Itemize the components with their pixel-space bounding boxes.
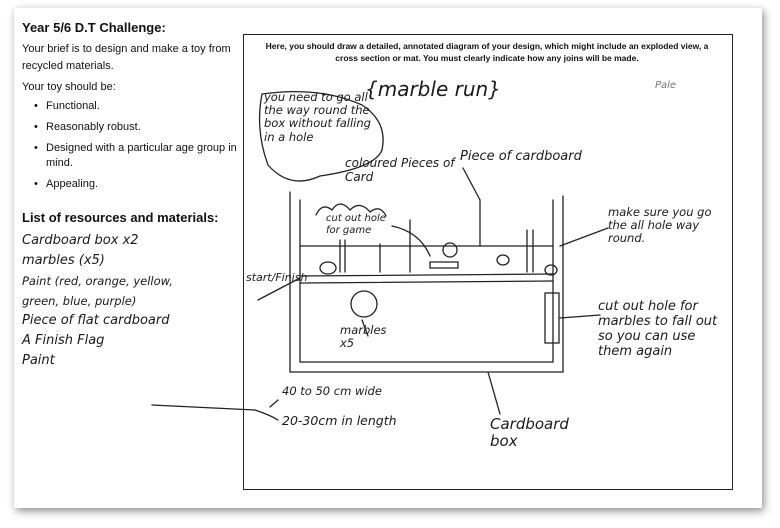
annotation-cut-out-hole-marbles: cut out hole for marbles to fall out so you can use them again	[598, 299, 718, 359]
leader-line	[270, 400, 278, 407]
material-item: Paint	[22, 353, 55, 368]
leader-line	[463, 168, 480, 200]
card-piece	[340, 240, 345, 272]
leader-line	[560, 315, 600, 318]
annotation-length: 20-30cm in length	[282, 413, 397, 428]
marble	[351, 291, 377, 317]
annotation-make-sure: make sure you go the all hole way round.	[608, 205, 712, 246]
hole	[320, 262, 336, 274]
resources-title: List of resources and materials:	[22, 210, 219, 225]
annotation-coloured-pieces: coloured Pieces of Card	[345, 156, 455, 184]
leader-line	[488, 372, 500, 414]
annotation-cut-out-hole-game: cut out hole for game	[326, 213, 386, 236]
should-be-label: Your toy should be:	[22, 81, 116, 93]
exit-hole	[545, 293, 559, 343]
card-piece	[430, 262, 458, 268]
material-item: A Finish Flag	[22, 333, 105, 348]
criteria-item: • Designed with a particular age group in mind.	[34, 141, 242, 171]
hole	[497, 255, 509, 265]
worksheet-title: Year 5/6 D.T Challenge:	[22, 20, 166, 35]
diagram-title: {marble run}	[365, 77, 501, 101]
diagram-prompt: Here, you should draw a detailed, annotated diagram of your design, which might include an exploded view, a cross section or mat. You must clearly indicate how any joins will be made.	[265, 41, 709, 63]
corner-note: Pale	[655, 80, 677, 91]
annotation-piece-cardboard: Piece of cardboard	[460, 149, 582, 164]
card-piece	[527, 230, 533, 272]
material-item: green, blue, purple)	[22, 294, 137, 308]
box-divider	[300, 281, 553, 283]
criteria-item: • Appealing.	[34, 177, 242, 192]
criteria-item: • Reasonably robust.	[34, 120, 242, 135]
annotation-go-round: you need to go all the way round the box without falling in a hole	[264, 90, 371, 144]
box-divider	[300, 274, 553, 276]
material-item: Piece of flat cardboard	[22, 313, 170, 328]
brief-text: Your brief is to design and make a toy from recycled materials.	[22, 43, 231, 72]
annotation-start-finish: start/Finish	[246, 271, 308, 284]
annotation-width: 40 to 50 cm wide	[282, 384, 382, 398]
material-item: Cardboard box x2	[22, 233, 139, 248]
leader-line	[152, 405, 278, 420]
annotation-cardboard-box: Cardboard box	[490, 415, 569, 451]
annotation-marbles: marbles x5	[340, 323, 387, 351]
hole	[443, 243, 457, 257]
criteria-item: • Functional.	[34, 99, 242, 114]
leader-line	[560, 228, 608, 246]
material-item: marbles (x5)	[22, 253, 105, 268]
material-item: Paint (red, orange, yellow,	[22, 274, 173, 288]
